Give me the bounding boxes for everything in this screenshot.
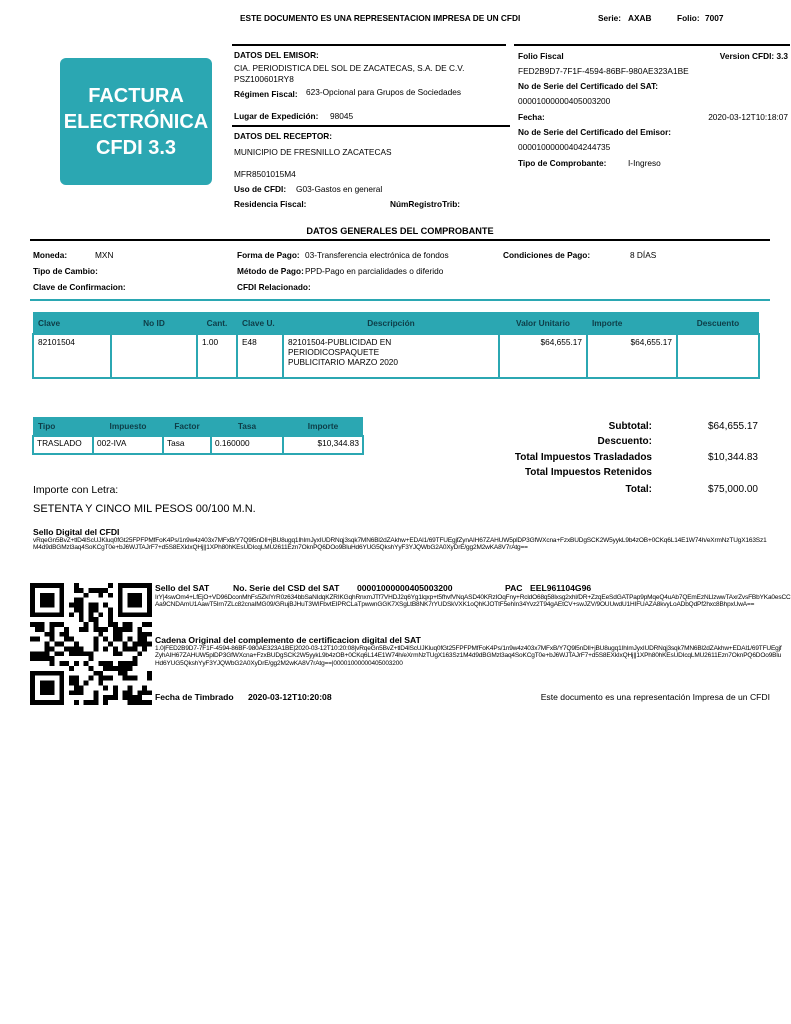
emisor-name: CIA. PERIODISTICA DEL SOL DE ZACATECAS, S.A. DE C.V. xyxy=(234,63,465,73)
tipo-comprobante-label: Tipo de Comprobante: xyxy=(518,158,607,168)
importe-letra-value: SETENTA Y CINCO MIL PESOS 00/100 M.N. xyxy=(33,503,256,515)
impuestos-header-tipo: Tipo xyxy=(33,417,93,436)
generales-title: DATOS GENERALES DEL COMPROBANTE xyxy=(306,226,494,236)
forma-pago-label: Forma de Pago: xyxy=(237,250,300,260)
clave-confirmacion-label: Clave de Confirmacion: xyxy=(33,282,126,292)
badge-line2: ELECTRÓNICA xyxy=(63,110,209,133)
metodo-pago-value: PPD-Pago en parcialidades o diferido xyxy=(305,266,444,276)
items-row xyxy=(33,334,759,378)
item-importe: $64,655.17 xyxy=(587,334,677,378)
sello-sat-value: IrY|4swOm4+LfEjO+VD96DconMhFs5ZkIYrR0z634bbSaNIdqKZRIKGqhRnxmJTf7VHDJ2q6Yg1lqxp+t5fhvfVNqASD40KRzIOqFny+RcldO68q58lxsg2xhl/DR+ZzqEeSdGATPap9pMqeQ4uAb7QEmEzNLlzwwTAxrZvsFBbYKa0esCCAa9CNDAmU1AawT5Irn7ZLc82cnaIMG09/GRujBJHuT3WIFbvtEIPRCLaTpwwnGGK7XSgLtB8NK7rYUDSkVXK1oQhKJOTtF5ehIn34Yvz2T94gAEtCV+swJZV/9OUUwdU1HIFUAZA8kvyLoADbQdPf2hxc8BhpxUwA== xyxy=(155,594,791,609)
impuesto-tasa: 0.160000 xyxy=(211,436,283,454)
impuestos-row xyxy=(33,436,363,454)
regimen-value: 623-Opcional para Grupos de Sociedades xyxy=(306,87,461,97)
item-claveu: E48 xyxy=(237,334,283,378)
folio-label: Folio: xyxy=(677,13,700,23)
impuestos-header-factor: Factor xyxy=(163,417,211,436)
lugar-expedicion-label: Lugar de Expedición: xyxy=(234,111,319,121)
cadena-value: 1.0|FED2B9D7-7F1F-4594-86BF-980AE323A1BE|2020-03-12T10:20:08|vRqeGn5BvZ+tlD4lScUJKluq0fGt25FPFPMfFoK4Ps/1n9w4z403x7MFxB/Y7Q9l5nDIl+jBU8ugq1IhImJyxIUDRNqj3sqk7MN6Bl2dZAkhw+EDAl1/69TFUEgjfZyhAIH67ZAHUW5plDP3GfWXcna+FzxBUDgSCK2W5yykL9b4zOB+0CKq6L14E1W74h/eXrmNzTUgX163Sz1M4d9dBGMzl3aq4SoKCgT0e+bJ6WJTAJrF7+d5S8EXkIxQHj||1XPh80hKEsUDIcqLMU2611Ezn7OknPQ6DOo9BluHd6YUG5QkshYyF3YJQWbG2A0XyDrE/gg2M2wKA8V7rAtg==|00001000000405003200 xyxy=(155,645,782,667)
items-header-importe: Importe xyxy=(587,312,677,334)
impuestos-table xyxy=(32,417,364,455)
impuestos-header-impuesto: Impuesto xyxy=(93,417,163,436)
forma-pago-value: 03-Transferencia electrónica de fondos xyxy=(305,250,449,260)
qr-code xyxy=(30,583,152,705)
pac-label: PAC xyxy=(505,583,523,593)
divider xyxy=(232,125,510,127)
fecha-timbrado-value: 2020-03-12T10:20:08 xyxy=(248,692,332,702)
item-cant: 1.00 xyxy=(197,334,237,378)
items-header-descripcion: Descripción xyxy=(283,312,499,334)
impuestos-retenidos-label: Total Impuestos Retenidos xyxy=(524,467,652,478)
cfdi-relacionado-label: CFDI Relacionado: xyxy=(237,282,311,292)
item-descripcion xyxy=(283,334,499,378)
item-clave: 82101504 xyxy=(33,334,111,378)
sello-cfdi-title: Sello Digital del CFDI xyxy=(33,527,120,537)
serie-sat-value: 00001000000405003200 xyxy=(518,96,611,106)
regimen-label: Régimen Fiscal: xyxy=(234,89,298,99)
num-registro-label: NúmRegistroTrib: xyxy=(390,199,461,209)
divider xyxy=(514,44,790,46)
items-header-row xyxy=(33,312,759,334)
uso-cfdi-value: G03-Gastos en general xyxy=(296,184,383,194)
serie-sat-label: No de Serie del Certificado del SAT: xyxy=(518,81,659,91)
csd-sat-value: 00001000000405003200 xyxy=(357,583,453,593)
lugar-expedicion-value: 98045 xyxy=(330,111,354,121)
factura-electronica-badge xyxy=(60,58,212,185)
subtotal-label: Subtotal: xyxy=(608,421,652,432)
item-noid xyxy=(111,334,197,378)
top-note: ESTE DOCUMENTO ES UNA REPRESENTACION IMPRESA DE UN CFDI xyxy=(240,13,521,23)
items-header-cant: Cant. xyxy=(197,312,237,334)
serie-value: AXAB xyxy=(628,13,652,23)
items-header-noid: No ID xyxy=(111,312,197,334)
badge-line3: CFDI 3.3 xyxy=(95,136,177,159)
moneda-value: MXN xyxy=(95,250,114,260)
metodo-pago-label: Método de Pago: xyxy=(237,266,304,276)
importe-letra-label: Importe con Letra: xyxy=(33,484,119,496)
impuesto-factor: Tasa xyxy=(163,436,211,454)
sello-cfdi-value: vRqeGn5BvZ+tlD4lScUJKluq0fGt25FPFPMfFoK4Ps/1n9w4z403x7MFxB/Y7Q9l5nDIl+jBU8ugq1IhImJyxIUDRNqj3sqk7MN6Bl2dZAkhw+EDAl1/69TFUEgjfZynAIH67ZAHUW5plDP3GfWXcna+FzxBUDgSCK2W5yykL9b4zOB+0CKq6L14E1W74h/eXrmNzTUgX163Sz1M4d9dBGMzl3aq4SoKCgT0e+bJ6WJTAJrF7+d5S8EXkIxQHj||1XPh80hKEsUDIcqLMU2611Ezn7OknPQ6DOo9BluHd6YUG5QkshYyF3YJQWbG2A0XyDrE/gg2M2wKA8V7rAtg== xyxy=(33,537,767,552)
condiciones-pago-label: Condiciones de Pago: xyxy=(503,250,591,260)
cadena-title: Cadena Original del complemento de certificacion digital del SAT xyxy=(155,635,421,645)
folio-fiscal-value: FED2B9D7-7F1F-4594-86BF-980AE323A1BE xyxy=(518,66,689,76)
pac-value: EEL961104G96 xyxy=(530,583,592,593)
items-header-valor-unitario: Valor Unitario xyxy=(499,312,587,334)
items-header-descuento: Descuento xyxy=(677,312,759,334)
divider xyxy=(30,239,770,241)
sello-sat-title: Sello del SAT xyxy=(155,583,210,593)
impuestos-header-tasa: Tasa xyxy=(211,417,283,436)
fecha-label: Fecha: xyxy=(518,112,545,122)
divider xyxy=(232,44,506,46)
receptor-name: MUNICIPIO DE FRESNILLO ZACATECAS xyxy=(234,147,392,157)
receptor-title: DATOS DEL RECEPTOR: xyxy=(234,131,333,141)
emisor-title: DATOS DEL EMISOR: xyxy=(234,50,319,60)
emisor-rfc: PSZ100601RY8 xyxy=(234,74,294,84)
impuesto-impuesto: 002-IVA xyxy=(93,436,163,454)
impuesto-tipo: TRASLADO xyxy=(33,436,93,454)
items-table xyxy=(32,312,760,379)
badge-line1: FACTURA xyxy=(88,84,184,107)
item-valor-unitario: $64,655.17 xyxy=(499,334,587,378)
tipo-cambio-label: Tipo de Cambio: xyxy=(33,266,98,276)
fecha-value: 2020-03-12T10:18:07 xyxy=(708,112,788,122)
timbrado-note: Este documento es una representación Impresa de un CFDI xyxy=(540,692,770,702)
subtotal-value: $64,655.17 xyxy=(707,421,758,432)
total-label: Total: xyxy=(625,484,652,495)
fecha-timbrado-label: Fecha de Timbrado xyxy=(155,692,234,702)
items-header-clave: Clave xyxy=(33,312,111,334)
items-header-claveu: Clave U. xyxy=(237,312,283,334)
serie-emisor-value: 00001000000404244735 xyxy=(518,142,611,152)
total-value: $75,000.00 xyxy=(707,484,758,495)
condiciones-pago-value: 8 DÍAS xyxy=(630,250,657,260)
uso-cfdi-label: Uso de CFDI: xyxy=(234,184,287,194)
impuestos-trasladados-label: Total Impuestos Trasladados xyxy=(514,452,652,463)
folio-fiscal-label: Folio Fiscal xyxy=(518,51,564,61)
impuestos-header-row xyxy=(33,417,363,436)
item-descripcion-text: 82101504-PUBLICIDAD EN PERIODICOSPAQUETE PUBLICITARIO MARZO 2020 xyxy=(288,337,399,367)
tipo-comprobante-value: I-Ingreso xyxy=(628,158,661,168)
moneda-label: Moneda: xyxy=(33,250,68,260)
residencia-fiscal-label: Residencia Fiscal: xyxy=(234,199,307,209)
impuestos-header-importe: Importe xyxy=(283,417,363,436)
serie-emisor-label: No de Serie del Certificado del Emisor: xyxy=(518,127,672,137)
teal-divider xyxy=(30,299,770,301)
receptor-rfc: MFR8501015M4 xyxy=(234,169,296,179)
impuesto-importe: $10,344.83 xyxy=(283,436,363,454)
csd-sat-label: No. Serie del CSD del SAT xyxy=(233,583,340,593)
item-descuento xyxy=(677,334,759,378)
serie-label: Serie: xyxy=(598,13,622,23)
descuento-label: Descuento: xyxy=(597,436,652,447)
version-cfdi-label: Version CFDI: 3.3 xyxy=(719,51,788,61)
folio-value: 7007 xyxy=(705,13,724,23)
impuestos-trasladados-value: $10,344.83 xyxy=(707,452,758,463)
